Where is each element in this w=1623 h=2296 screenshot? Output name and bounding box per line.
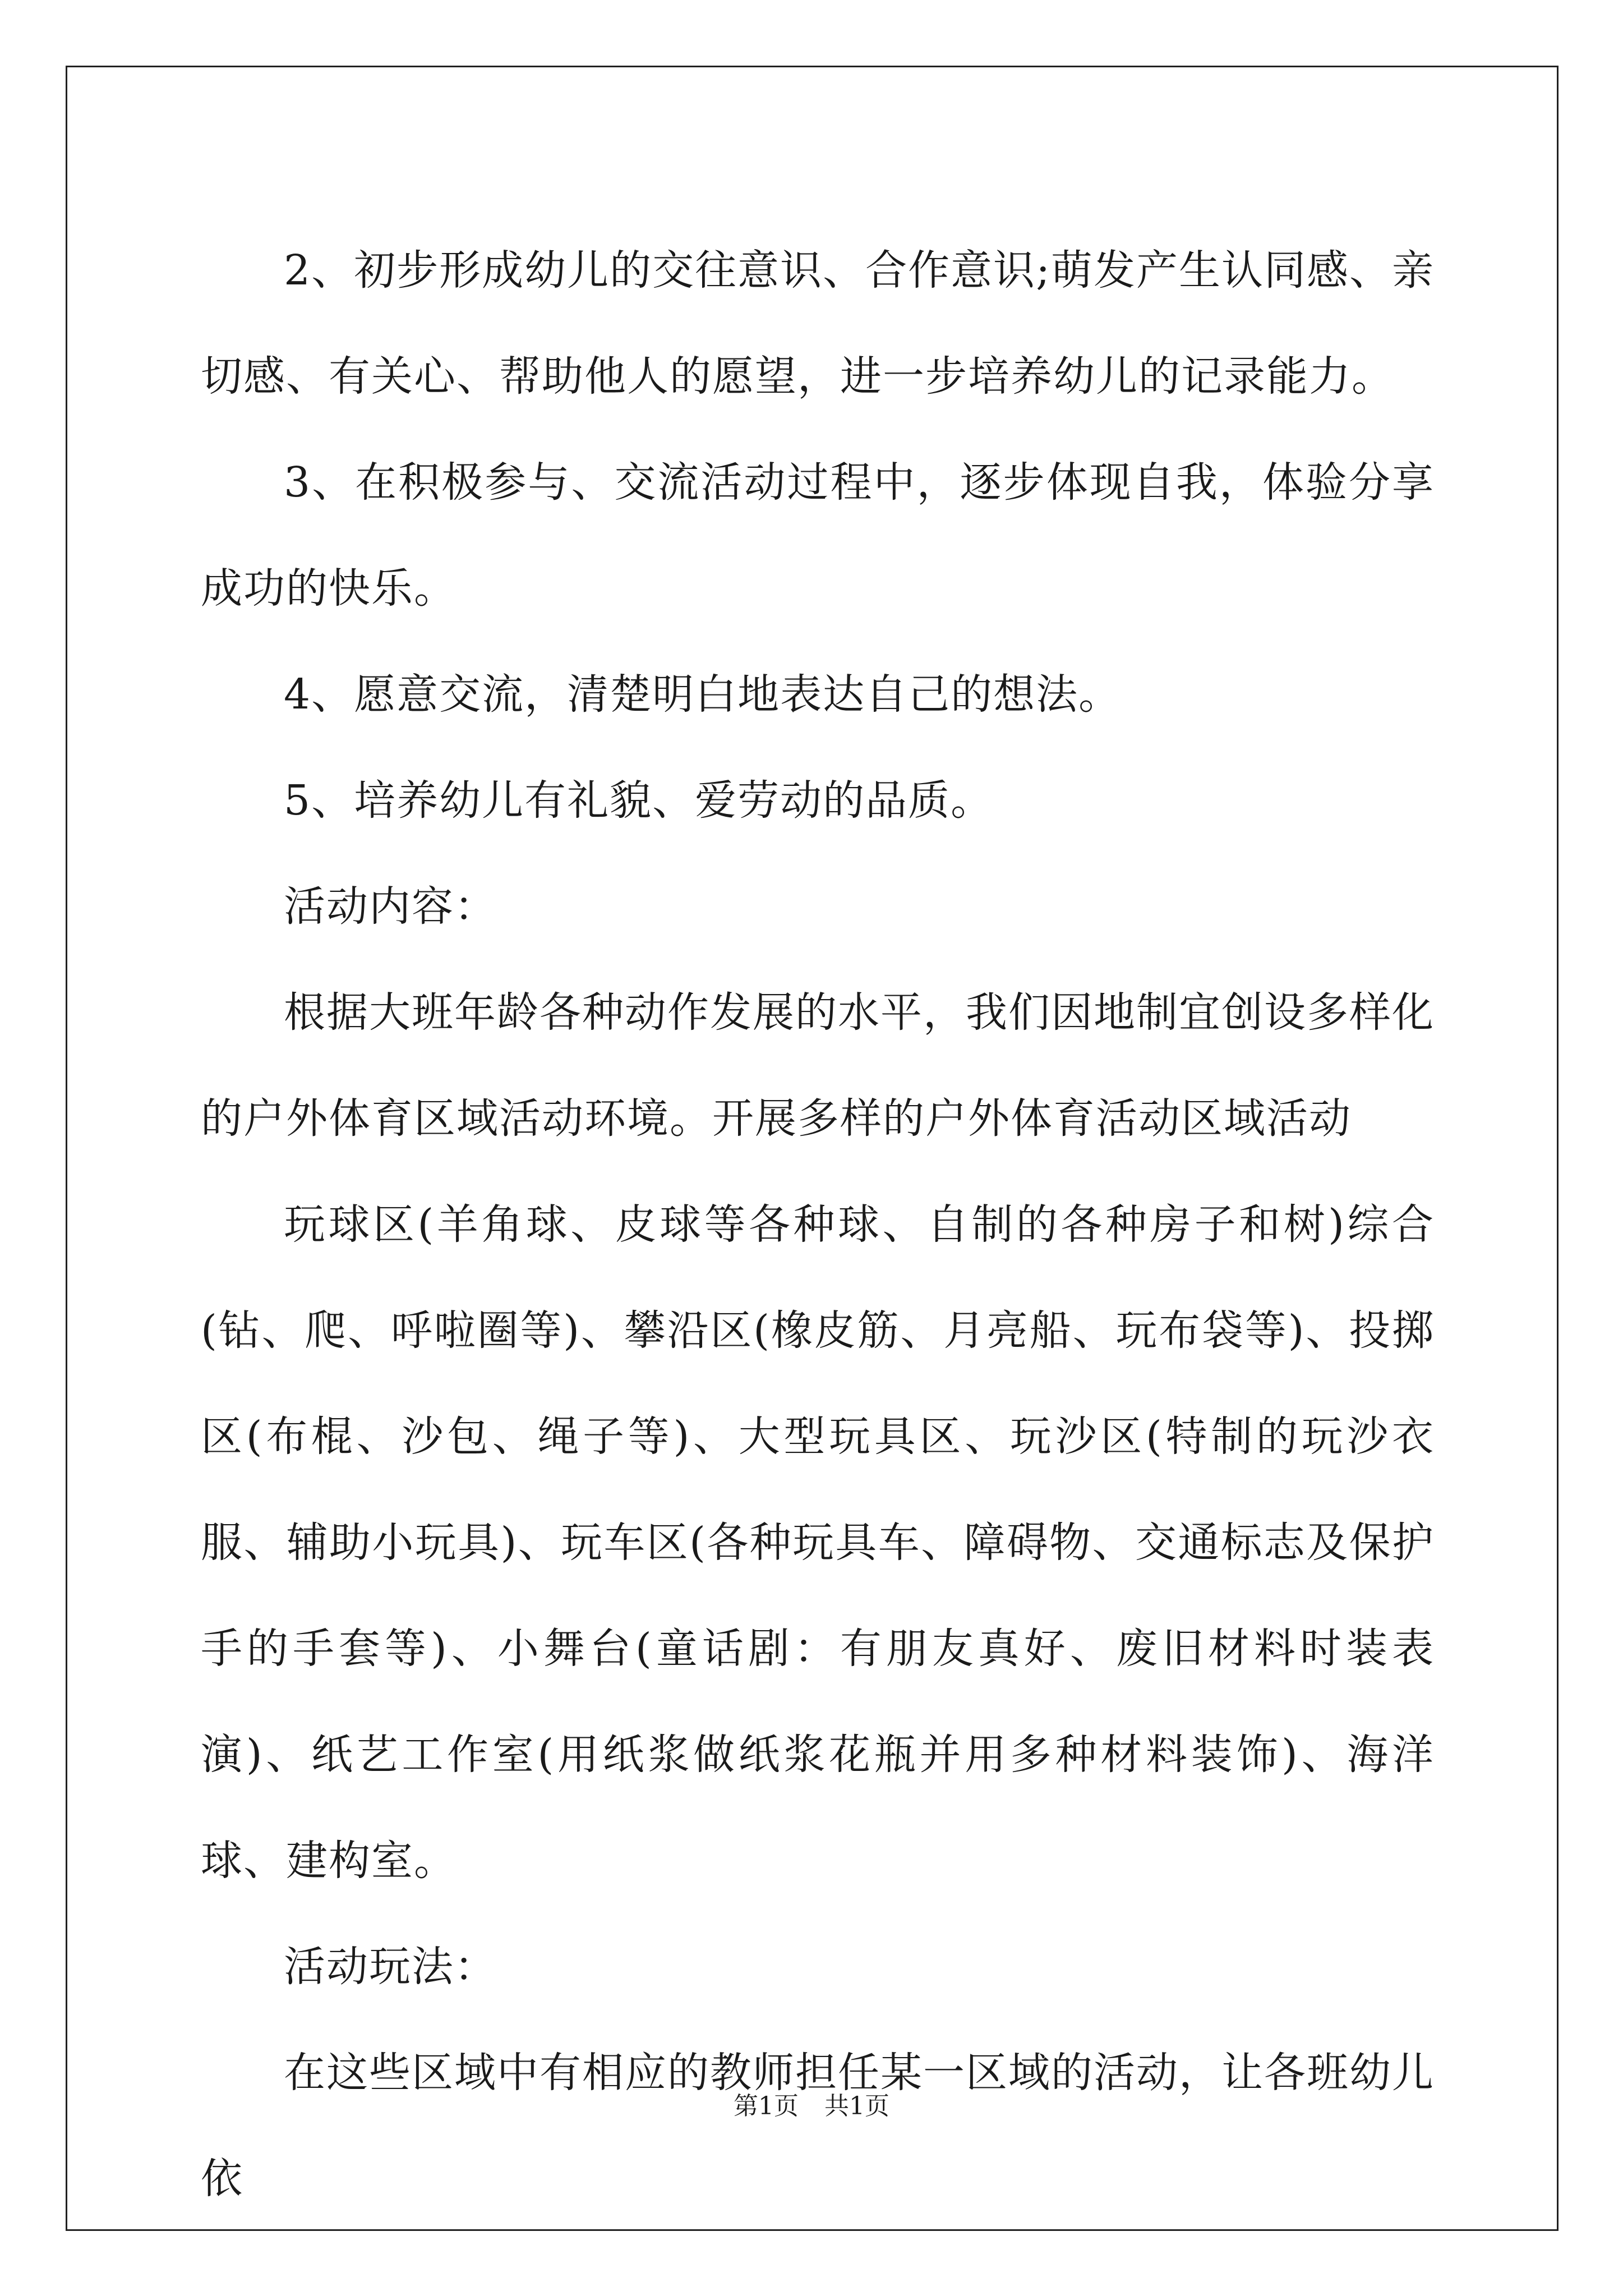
paragraph-activity-rules: 在这些区域中有相应的教师担任某一区域的活动，让各班幼儿依 <box>201 2049 1435 2203</box>
heading-activity-rules: 活动玩法： <box>284 1943 497 1991</box>
paragraph-goal-2: 2、初步形成幼儿的交往意识、合作意识;萌发产生认同感、亲切感、有关心、帮助他人的愿望，进一步培养幼儿的记录能力。 <box>201 246 1435 401</box>
paragraph-activity-content: 根据大班年龄各种动作发展的水平，我们因地制宜创设多样化的户外体育区域活动环境。开展多样的户外体育活动区域活动 <box>201 988 1435 1143</box>
heading-activity-content: 活动内容： <box>284 882 497 931</box>
paragraph-goal-4: 4、愿意交流，清楚明白地表达自己的想法。 <box>284 670 1122 719</box>
paragraph-goal-5: 5、培养幼儿有礼貌、爱劳动的品质。 <box>284 776 994 825</box>
page-total: 共1页 <box>824 2092 889 2120</box>
document-body <box>201 218 1435 2232</box>
page-footer <box>0 2086 1623 2122</box>
page-number: 第1页 <box>734 2092 799 2120</box>
paragraph-goal-3: 3、在积极参与、交流活动过程中，逐步体现自我，体验分享成功的快乐。 <box>201 458 1435 613</box>
paragraph-activity-areas: 玩球区(羊角球、皮球等各种球、自制的各种房子和树)综合(钻、爬、呼啦圈等)、攀沿区(橡皮筋、月亮船、玩布袋等)、投掷区(布棍、沙包、绳子等)、大型玩具区、玩沙区(特制的玩沙衣服、辅助小玩具)、玩车区(各种玩具车、障碍物、交通标志及保护手的手套等)、小舞台(童话剧：有朋友真好、废旧材料时装表演)、纸艺工作室(用纸浆做纸浆花瓶并用多种材料装饰)、海洋球、建构室。 <box>201 1200 1435 1885</box>
